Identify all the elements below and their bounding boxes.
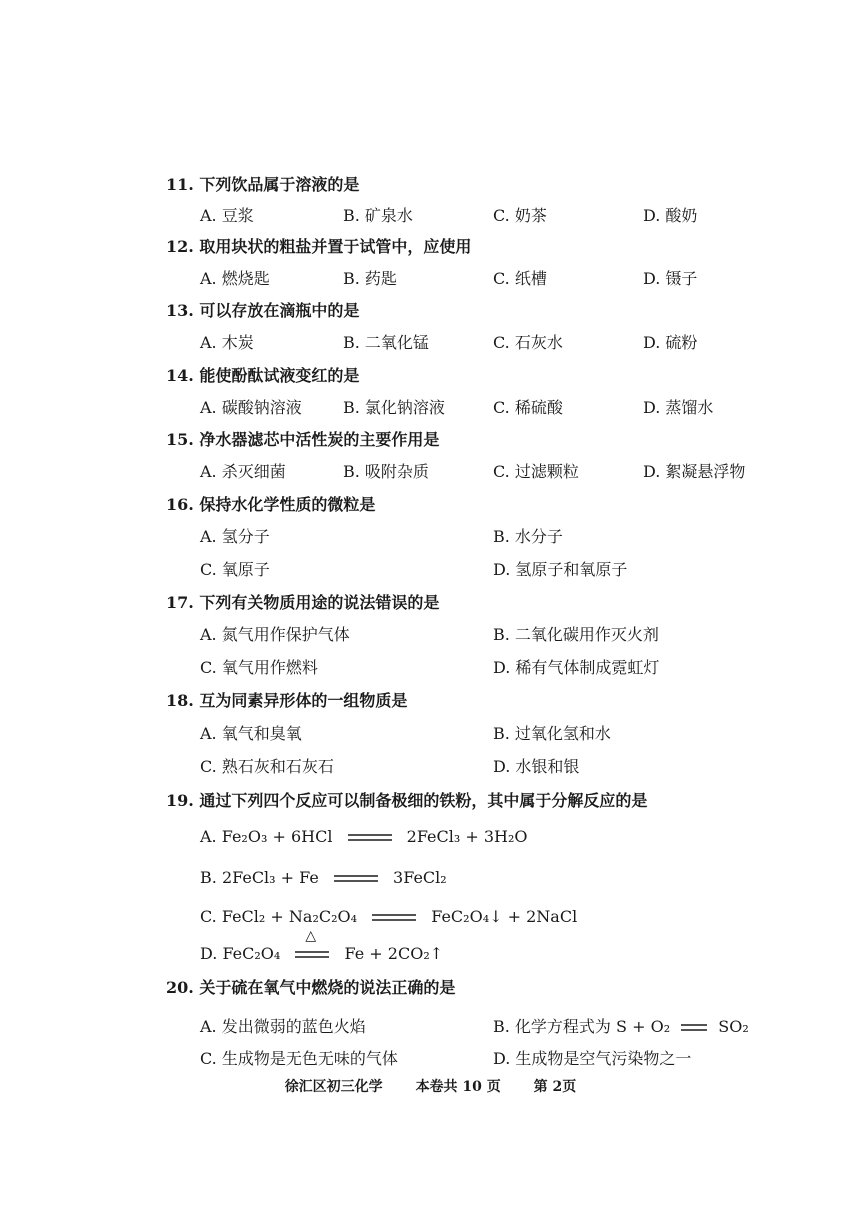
question-number: 19.: [166, 791, 194, 810]
equation-products: SO₂: [718, 1017, 749, 1036]
question-stem: 互为同素异形体的一组物质是: [199, 691, 408, 710]
option-d: D. 镊子: [643, 269, 698, 288]
footer-total-pages: 本卷共 10 页: [415, 1079, 501, 1095]
option-b: B. 过氧化氢和水: [493, 724, 611, 743]
option-c: C. 熟石灰和石灰石: [200, 757, 334, 776]
option-c: C. 氧气用作燃料: [200, 658, 318, 677]
equation-d: [200, 928, 444, 964]
option-c: C. 氧原子: [200, 560, 270, 579]
option-d: D. 稀有气体制成霓虹灯: [493, 658, 660, 677]
option-b: B. 吸附杂质: [343, 462, 429, 481]
question-stem: 下列有关物质用途的说法错误的是: [199, 593, 440, 612]
option-b: B. 二氧化碳用作灭火剂: [493, 625, 659, 644]
equation-a: [200, 827, 528, 847]
question-number: 13.: [166, 301, 194, 320]
equals-sign-icon: [372, 908, 416, 927]
equation-b: [200, 868, 447, 888]
option-c: C. 过滤颗粒: [493, 462, 579, 481]
option-b: [493, 1014, 749, 1037]
question-number: 12.: [166, 237, 194, 256]
option-a: A. 发出微弱的蓝色火焰: [200, 1017, 366, 1036]
footer-page-number: 第 2页: [533, 1079, 577, 1095]
question-stem: 取用块状的粗盐并置于试管中，应使用: [199, 237, 472, 256]
equals-sign-icon: [348, 828, 392, 847]
option-a: A. 木炭: [200, 333, 254, 352]
question-19: [166, 788, 647, 811]
option-b: B. 水分子: [493, 527, 563, 546]
equation-products: Fe + 2CO₂↑: [344, 944, 444, 963]
equation-c: [200, 907, 577, 927]
equation-products: 2FeCl₃ + 3H₂O: [406, 827, 528, 846]
question-13: [166, 298, 359, 321]
option-d: D. 絮凝悬浮物: [643, 462, 746, 481]
option-a: A. 豆浆: [200, 206, 254, 225]
option-text: B. 化学方程式为: [493, 1017, 611, 1036]
question-stem: 保持水化学性质的微粒是: [199, 495, 376, 514]
option-d: D. 水银和银: [493, 757, 580, 776]
heating-symbol: △: [305, 928, 317, 944]
option-c: C. 纸槽: [493, 269, 547, 288]
question-stem: 关于硫在氧气中燃烧的说法正确的是: [199, 978, 456, 997]
equation-reactants: FeC₂O₄: [222, 944, 281, 963]
option-label: A.: [200, 827, 217, 846]
option-d: D. 硫粉: [643, 333, 698, 352]
option-c: C. 奶茶: [493, 206, 547, 225]
option-a: A. 碳酸钠溶液: [200, 398, 302, 417]
question-number: 15.: [166, 430, 194, 449]
option-label: B.: [200, 868, 217, 887]
option-a: A. 氧气和臭氧: [200, 724, 302, 743]
question-stem: 下列饮品属于溶液的是: [199, 175, 360, 194]
question-number: 20.: [166, 978, 194, 997]
question-16: [166, 492, 375, 515]
option-d: D. 生成物是空气污染物之一: [493, 1049, 692, 1068]
option-b: B. 药匙: [343, 269, 397, 288]
equation-products: FeC₂O₄↓ + 2NaCl: [431, 907, 578, 926]
option-a: A. 氢分子: [200, 527, 270, 546]
option-c: C. 稀硫酸: [493, 398, 563, 417]
question-18: [166, 688, 407, 711]
question-15: [166, 427, 439, 450]
question-11: [166, 172, 359, 195]
footer-district: 徐汇区初三化学: [284, 1079, 383, 1095]
equation-products: 3FeCl₂: [393, 868, 447, 887]
heating-equals-sign-icon: [295, 928, 329, 964]
option-label: D.: [200, 944, 218, 963]
equation-reactants: Fe₂O₃ + 6HCl: [221, 827, 333, 846]
option-a: A. 杀灭细菌: [200, 462, 286, 481]
question-number: 11.: [166, 175, 194, 194]
question-stem: 净水器滤芯中活性炭的主要作用是: [199, 430, 440, 449]
option-d: D. 氢原子和氧原子: [493, 560, 628, 579]
question-number: 17.: [166, 593, 194, 612]
question-number: 14.: [166, 366, 194, 385]
option-c: C. 生成物是无色无味的气体: [200, 1049, 398, 1068]
option-b: B. 矿泉水: [343, 206, 413, 225]
option-b: B. 二氧化锰: [343, 333, 429, 352]
equals-sign-icon: [681, 1018, 707, 1037]
option-a: A. 氮气用作保护气体: [200, 625, 350, 644]
option-d: D. 酸奶: [643, 206, 698, 225]
equals-sign-icon: [334, 869, 378, 888]
option-label: C.: [200, 907, 217, 926]
option-b: B. 氯化钠溶液: [343, 398, 445, 417]
question-12: [166, 234, 471, 257]
option-a: A. 燃烧匙: [200, 269, 270, 288]
question-number: 16.: [166, 495, 194, 514]
equation-reactants: 2FeCl₃ + Fe: [221, 868, 319, 887]
question-stem: 通过下列四个反应可以制备极细的铁粉，其中属于分解反应的是: [199, 791, 648, 810]
option-c: C. 石灰水: [493, 333, 563, 352]
equation-reactants: S + O₂: [616, 1017, 671, 1036]
question-stem: 可以存放在滴瓶中的是: [199, 301, 360, 320]
option-d: D. 蒸馏水: [643, 398, 714, 417]
equation-reactants: FeCl₂ + Na₂C₂O₄: [221, 907, 358, 926]
question-20: [166, 975, 455, 998]
page-footer: [0, 1076, 861, 1096]
question-stem: 能使酚酞试液变红的是: [199, 366, 360, 385]
question-17: [166, 590, 439, 613]
question-number: 18.: [166, 691, 194, 710]
question-14: [166, 363, 359, 386]
